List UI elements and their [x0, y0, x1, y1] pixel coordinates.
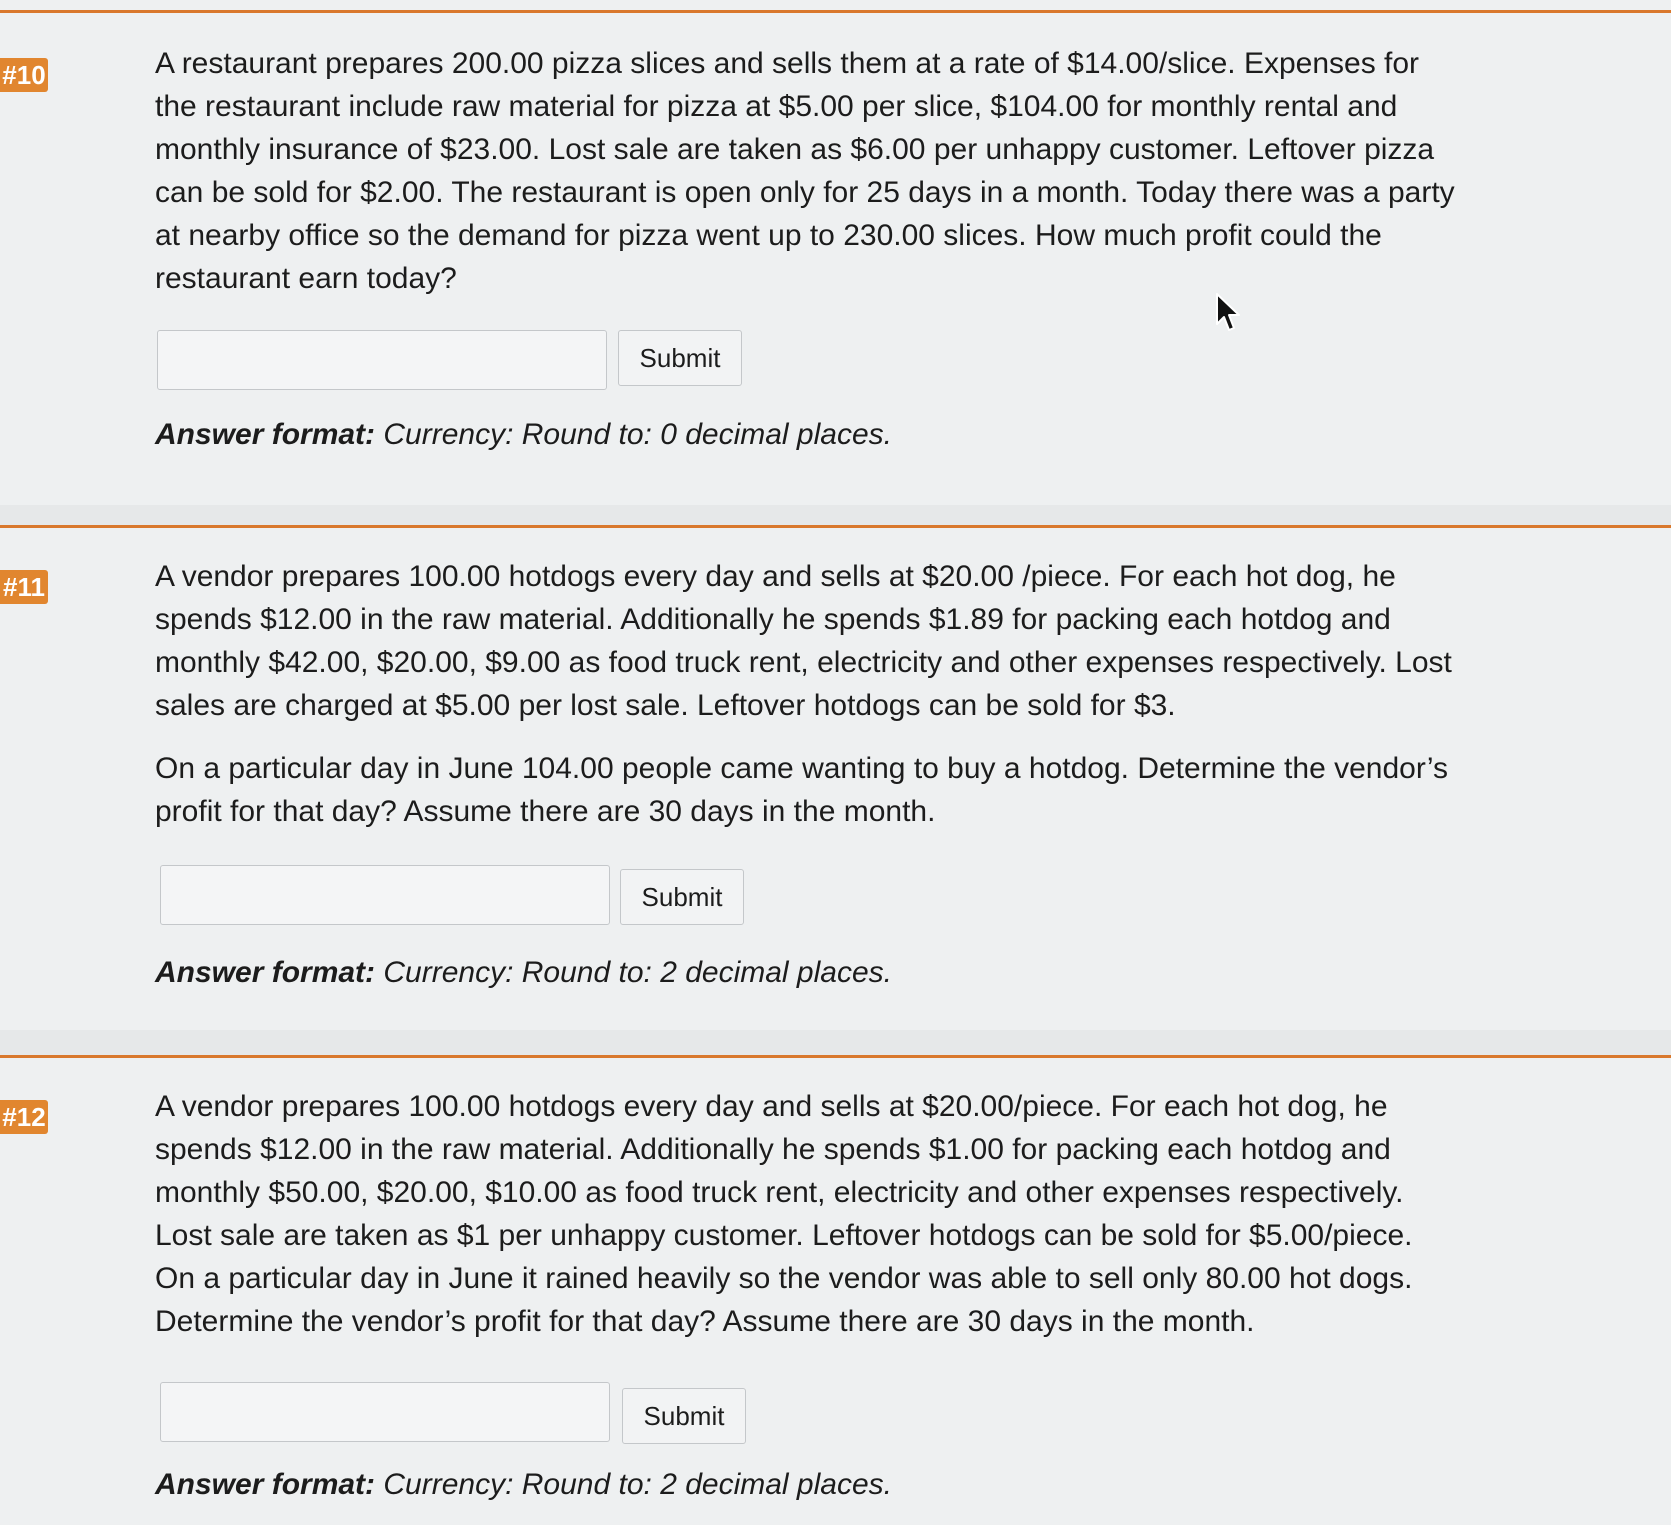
submit-button[interactable]: Submit	[618, 330, 742, 386]
question-11	[0, 525, 1671, 1030]
question-divider	[0, 525, 1671, 528]
answer-format-label: Answer format:	[155, 1468, 376, 1501]
question-12	[0, 1055, 1671, 1525]
question-text	[155, 42, 1455, 320]
question-paragraph: A vendor prepares 100.00 hotdogs every day and sells at $20.00/piece. For each hot dog, he spends $12.00 in the raw material. Additionally he spends $1.00 for packing each hotdog and monthly $50.00, $20.00, $10.00 as food truck rent, electricity and other expenses respectively. Lost sale are taken as $1 per unhappy customer. Leftover hotdogs can be sold for $5.00/piece. On a particular day in June it rained heavily so the vendor was able to sell only 80.00 hot dogs. Determine the vendor’s profit for that day? Assume there are 30 days in the month.	[155, 1090, 1413, 1338]
mouse-pointer-icon	[1215, 292, 1245, 336]
question-divider	[0, 1055, 1671, 1058]
answer-input[interactable]	[160, 1382, 610, 1442]
question-text	[155, 555, 1455, 853]
answer-format-label: Answer format:	[155, 956, 376, 989]
answer-format	[155, 1465, 892, 1505]
question-text	[155, 1085, 1455, 1363]
question-divider	[0, 10, 1671, 13]
submit-button[interactable]: Submit	[622, 1388, 746, 1444]
question-paragraph: A restaurant prepares 200.00 pizza slices and sells them at a rate of $14.00/slice. Expenses for the restaurant include raw material for pizza at $5.00 per slice, $104.00 for monthly rental and monthly insurance of $23.00. Lost sale are taken as $6.00 per unhappy customer. Leftover pizza can be sold for $2.00. The restaurant is open only for 25 days in a month. Today there was a party at nearby office so the demand for pizza went up to 230.00 slices. How much profit could the restaurant earn today?	[155, 47, 1455, 295]
question-number-badge: #11	[0, 570, 48, 604]
answer-format-text: Currency: Round to: 2 decimal places.	[383, 956, 892, 989]
question-number-badge: #12	[0, 1100, 48, 1134]
answer-input[interactable]	[157, 330, 607, 390]
answer-format	[155, 415, 892, 455]
answer-format-text: Currency: Round to: 2 decimal places.	[383, 1468, 892, 1501]
answer-format	[155, 953, 892, 993]
section-gap	[0, 505, 1671, 525]
answer-input[interactable]	[160, 865, 610, 925]
answer-format-label: Answer format:	[155, 418, 376, 451]
section-gap	[0, 1030, 1671, 1055]
submit-button[interactable]: Submit	[620, 869, 744, 925]
question-number-badge: #10	[0, 58, 48, 92]
question-paragraph: A vendor prepares 100.00 hotdogs every day and sells at $20.00 /piece. For each hot dog, he spends $12.00 in the raw material. Additionally he spends $1.89 for packing each hotdog and monthly $42.00, $20.00, $9.00 as food truck rent, electricity and other expenses respectively. Lost sales are charged at $5.00 per lost sale. Leftover hotdogs can be sold for $3.	[155, 560, 1452, 722]
question-10	[0, 0, 1671, 505]
question-paragraph: On a particular day in June 104.00 people came wanting to buy a hotdog. Determine the vendor’s profit for that day? Assume there are 30 days in the month.	[155, 752, 1449, 828]
answer-format-text: Currency: Round to: 0 decimal places.	[383, 418, 892, 451]
